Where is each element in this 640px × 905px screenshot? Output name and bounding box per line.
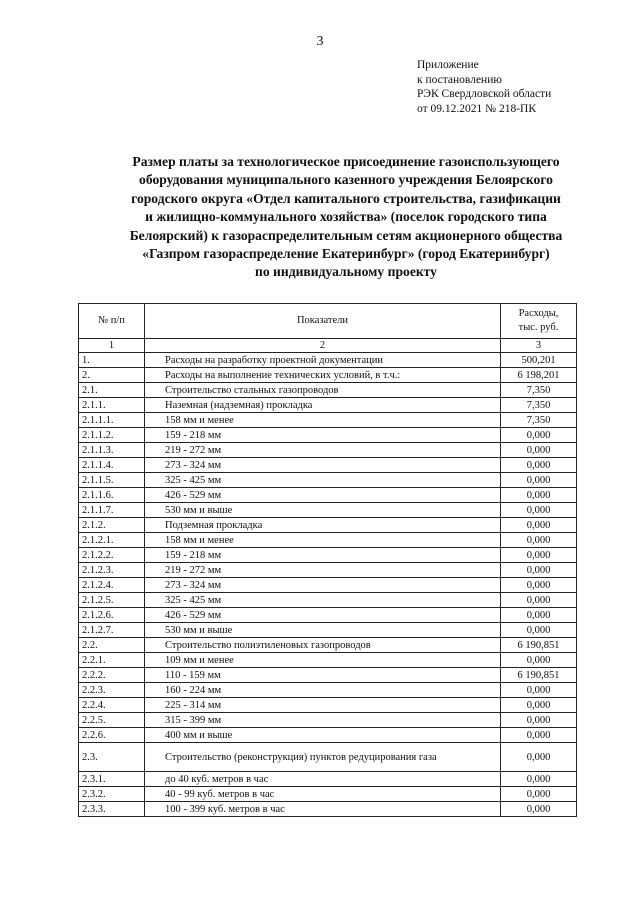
title-line: Размер платы за технологическое присоединение газоиспользующего (132, 154, 560, 169)
title-line: городского округа «Отдел капитального строительства, газификации (131, 190, 561, 206)
table-row (79, 443, 577, 458)
row-value: 0,000 (501, 743, 577, 772)
row-value: 0,000 (501, 623, 577, 638)
row-value: 0,000 (501, 653, 577, 668)
row-indicator: Строительство (реконструкция) пунктов редуцирования газа (145, 743, 501, 772)
column-number: 3 (501, 339, 577, 353)
column-number-row (79, 339, 577, 353)
row-value: 0,000 (501, 503, 577, 518)
table-row (79, 787, 577, 802)
row-code: 2.1.2.2. (79, 548, 145, 563)
row-indicator: 219 - 272 мм (145, 443, 501, 458)
row-code: 2.2.5. (79, 713, 145, 728)
table-row (79, 728, 577, 743)
column-number: 2 (145, 339, 501, 353)
row-code: 2.3.2. (79, 787, 145, 802)
row-indicator: 110 - 159 мм (145, 668, 501, 683)
header-indicators: Показатели (145, 304, 501, 339)
header-expenses-line1: Расходы, (518, 308, 559, 319)
table-row (79, 683, 577, 698)
row-code: 2.1.1.1. (79, 413, 145, 428)
row-value: 500,201 (501, 353, 577, 368)
table-row (79, 488, 577, 503)
annex-line: Приложение (417, 59, 479, 71)
table-row (79, 578, 577, 593)
row-indicator: 159 - 218 мм (145, 428, 501, 443)
row-value: 0,000 (501, 787, 577, 802)
row-value: 0,000 (501, 518, 577, 533)
annex-block (417, 58, 551, 116)
title-line: оборудования муниципального казенного учреждения Белоярского (139, 172, 553, 188)
row-value: 0,000 (501, 428, 577, 443)
row-value: 0,000 (501, 533, 577, 548)
header-expenses-line2: тыс. руб. (518, 322, 559, 333)
tariff-table (78, 303, 577, 817)
row-value: 0,000 (501, 698, 577, 713)
table-row (79, 593, 577, 608)
row-indicator: 40 - 99 куб. метров в час (145, 787, 501, 802)
row-indicator: 426 - 529 мм (145, 488, 501, 503)
row-code: 2.1.1.5. (79, 473, 145, 488)
row-code: 2.3.1. (79, 772, 145, 787)
table-row (79, 458, 577, 473)
row-code: 2.2. (79, 638, 145, 653)
row-value: 0,000 (501, 683, 577, 698)
row-indicator: 219 - 272 мм (145, 563, 501, 578)
row-indicator: до 40 куб. метров в час (145, 772, 501, 787)
annex-line: к постановлению (417, 73, 502, 86)
table-row (79, 503, 577, 518)
row-indicator: 100 - 399 куб. метров в час (145, 802, 501, 817)
table-row (79, 608, 577, 623)
row-indicator: 225 - 314 мм (145, 698, 501, 713)
row-indicator: 159 - 218 мм (145, 548, 501, 563)
row-code: 2.1.2.7. (79, 623, 145, 638)
row-code: 2.1.1. (79, 398, 145, 413)
title-line: «Газпром газораспределение Екатеринбург» (город Екатеринбург) (142, 246, 550, 262)
row-code: 2.3. (79, 743, 145, 772)
row-code: 2.1.2.6. (79, 608, 145, 623)
table-row (79, 413, 577, 428)
annex-line: РЭК Свердловской области (417, 88, 552, 100)
row-code: 2.1.2.3. (79, 563, 145, 578)
row-value: 0,000 (501, 548, 577, 563)
header-expenses (501, 304, 577, 339)
row-value: 0,000 (501, 802, 577, 817)
title-line: Белоярский) к газораспределительным сетям акционерного общества (129, 227, 563, 243)
row-indicator: 273 - 324 мм (145, 578, 501, 593)
row-value: 0,000 (501, 593, 577, 608)
row-indicator: 325 - 425 мм (145, 593, 501, 608)
row-indicator: 325 - 425 мм (145, 473, 501, 488)
table-row (79, 772, 577, 787)
row-value: 0,000 (501, 443, 577, 458)
row-indicator: 530 мм и выше (145, 623, 501, 638)
row-value: 0,000 (501, 473, 577, 488)
row-indicator: 530 мм и выше (145, 503, 501, 518)
row-value: 0,000 (501, 578, 577, 593)
row-indicator: Расходы на разработку проектной документации (145, 353, 501, 368)
row-indicator: 158 мм и менее (145, 533, 501, 548)
table-row (79, 563, 577, 578)
row-code: 2.1.1.2. (79, 428, 145, 443)
row-code: 2. (79, 368, 145, 383)
table-row (79, 368, 577, 383)
table-row (79, 533, 577, 548)
row-code: 2.2.1. (79, 653, 145, 668)
row-indicator: 160 - 224 мм (145, 683, 501, 698)
row-value: 0,000 (501, 728, 577, 743)
row-value: 7,350 (501, 413, 577, 428)
table-row (79, 473, 577, 488)
table-row (79, 638, 577, 653)
annex-line: от 09.12.2021 № 218-ПК (417, 102, 537, 115)
row-indicator: 400 мм и выше (145, 728, 501, 743)
row-value: 7,350 (501, 383, 577, 398)
table-row (79, 518, 577, 533)
row-indicator: 315 - 399 мм (145, 713, 501, 728)
row-code: 2.2.6. (79, 728, 145, 743)
row-indicator: Расходы на выполнение технических условий, в т.ч.: (145, 368, 501, 383)
title-line: и жилищно-коммунального хозяйства» (поселок городского типа (145, 209, 547, 225)
row-code: 2.1.2. (79, 518, 145, 533)
table-row (79, 653, 577, 668)
row-indicator: Подземная прокладка (145, 518, 501, 533)
row-value: 6 190,851 (501, 638, 577, 653)
table-row (79, 428, 577, 443)
row-value: 0,000 (501, 608, 577, 623)
row-code: 2.2.3. (79, 683, 145, 698)
table-row (79, 353, 577, 368)
row-value: 0,000 (501, 458, 577, 473)
table-body (79, 353, 577, 817)
table-row (79, 623, 577, 638)
table-row (79, 398, 577, 413)
table-row (79, 713, 577, 728)
row-indicator: 426 - 529 мм (145, 608, 501, 623)
table-row (79, 383, 577, 398)
row-code: 2.1.1.7. (79, 503, 145, 518)
table-row (79, 802, 577, 817)
row-code: 2.3.3. (79, 802, 145, 817)
row-code: 1. (79, 353, 145, 368)
table-row (79, 698, 577, 713)
table-row (79, 548, 577, 563)
title-line: по индивидуальному проекту (255, 264, 437, 280)
row-indicator: 109 мм и менее (145, 653, 501, 668)
table-header-row (79, 304, 577, 339)
page-number: 3 (316, 34, 324, 49)
row-indicator: Строительство стальных газопроводов (145, 383, 501, 398)
row-code: 2.2.4. (79, 698, 145, 713)
header-number: № п/п (79, 304, 145, 339)
row-code: 2.1.1.4. (79, 458, 145, 473)
row-indicator: 273 - 324 мм (145, 458, 501, 473)
document-title (92, 153, 600, 282)
row-value: 0,000 (501, 563, 577, 578)
row-code: 2.2.2. (79, 668, 145, 683)
row-code: 2.1.2.5. (79, 593, 145, 608)
row-value: 6 190,851 (501, 668, 577, 683)
row-indicator: Строительство полиэтиленовых газопроводов (145, 638, 501, 653)
row-value: 0,000 (501, 713, 577, 728)
row-indicator: 158 мм и менее (145, 413, 501, 428)
row-value: 6 198,201 (501, 368, 577, 383)
row-code: 2.1.1.6. (79, 488, 145, 503)
row-indicator: Наземная (надземная) прокладка (145, 398, 501, 413)
row-value: 0,000 (501, 772, 577, 787)
row-code: 2.1.2.4. (79, 578, 145, 593)
row-value: 0,000 (501, 488, 577, 503)
table-row (79, 668, 577, 683)
row-code: 2.1. (79, 383, 145, 398)
row-value: 7,350 (501, 398, 577, 413)
row-code: 2.1.1.3. (79, 443, 145, 458)
table-row (79, 743, 577, 772)
column-number: 1 (79, 339, 145, 353)
row-code: 2.1.2.1. (79, 533, 145, 548)
